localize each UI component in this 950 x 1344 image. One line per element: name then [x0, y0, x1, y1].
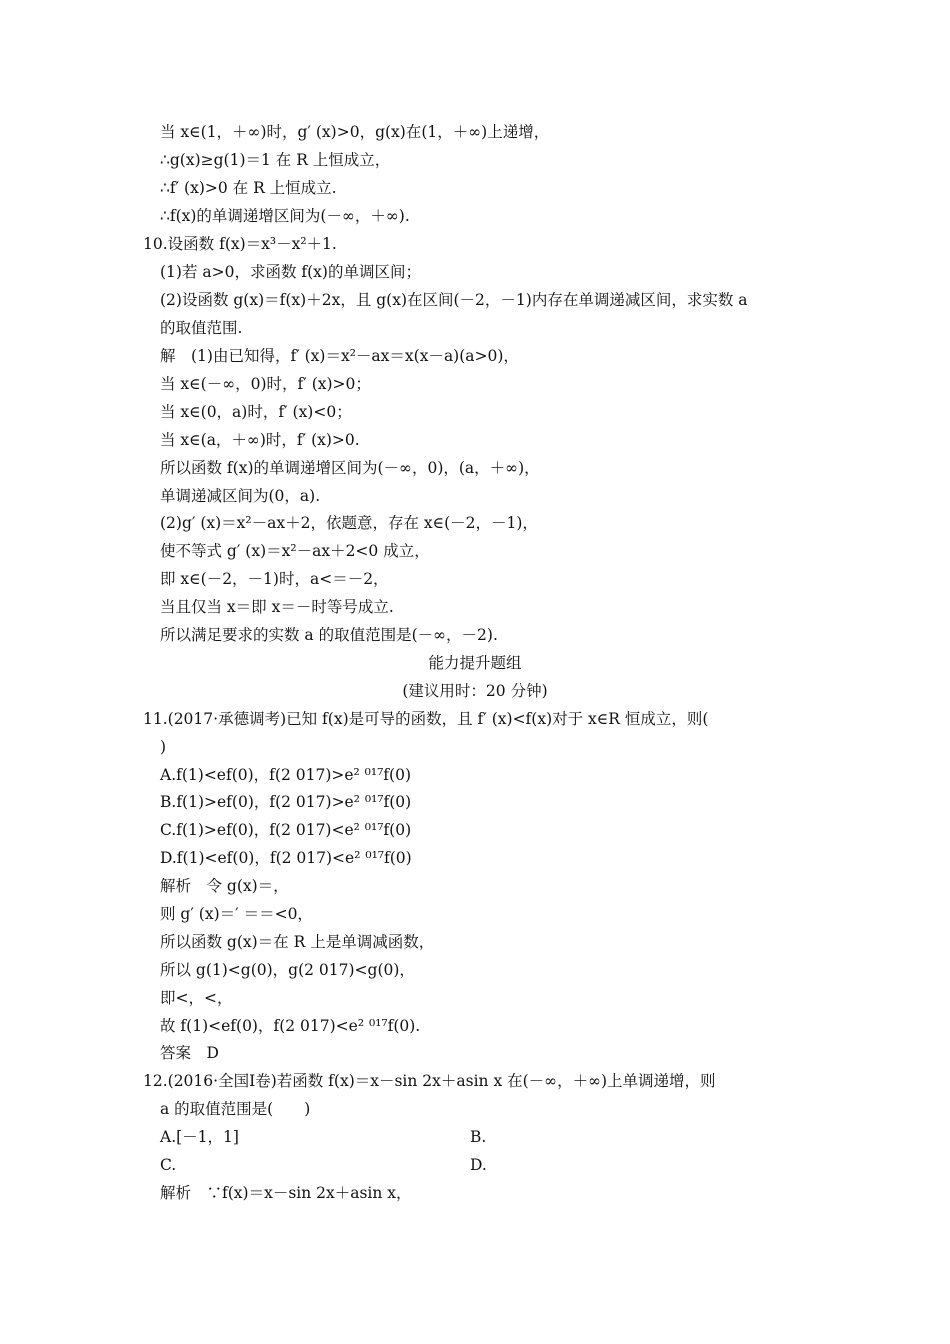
solution-line: 当 x∈(－∞，0)时，f′ (x)>0；	[160, 375, 371, 393]
question-12-stem-cont: a 的取值范围是( )	[160, 1100, 311, 1118]
solution-line: 单调递减区间为(0，a).	[160, 487, 321, 505]
analysis-line: 解析 令 g(x)＝，	[160, 877, 289, 895]
section-subtitle: (建议用时：20 分钟)	[402, 682, 548, 700]
answer-line: 答案 D	[160, 1044, 219, 1062]
analysis-line: 解析 ∵f(x)＝x－sin 2x＋asin x，	[160, 1184, 412, 1202]
option-c: C.f(1)>ef(0)，f(2 017)<e² ⁰¹⁷f(0)	[160, 821, 412, 839]
question-11-stem: 11.(2017·承德调考)已知 f(x)是可导的函数，且 f′ (x)<f(x)对于 x∈R 恒成立，则(	[143, 710, 709, 728]
analysis-line: 故 f(1)<ef(0)，f(2 017)<e² ⁰¹⁷f(0).	[160, 1017, 421, 1035]
option-b: B.	[470, 1128, 487, 1146]
solution-line: 当且仅当 x＝即 x＝－时等号成立.	[160, 598, 394, 616]
question-12-stem: 12.(2016·全国Ⅰ卷)若函数 f(x)＝x－sin 2x＋asin x 在(－∞，＋∞)上单调递增，则	[143, 1072, 716, 1090]
analysis-line: 则 g′ (x)＝′ ＝＝<0，	[160, 905, 313, 923]
option-b: B.f(1)>ef(0)，f(2 017)>e² ⁰¹⁷f(0)	[160, 793, 412, 811]
question-10-part2: (2)设函数 g(x)＝f(x)＋2x，且 g(x)在区间(－2，－1)内存在单调递减区间，求实数 a	[160, 291, 748, 309]
solution-line: 当 x∈(0，a)时，f′ (x)<0；	[160, 403, 352, 421]
text-line: ∴f′ (x)>0 在 R 上恒成立.	[160, 179, 337, 197]
analysis-line: 即<，<，	[160, 989, 233, 1007]
solution-line: 所以函数 f(x)的单调递增区间为(－∞，0)，(a，＋∞)，	[160, 459, 540, 477]
text-line: ∴g(x)≥g(1)＝1 在 R 上恒成立，	[160, 151, 391, 169]
analysis-line: 所以函数 g(x)＝在 R 上是单调减函数，	[160, 933, 435, 951]
option-a: A.[－1，1]	[160, 1128, 239, 1146]
solution-line: 解 (1)由已知得，f′ (x)＝x²－ax＝x(x－a)(a>0)，	[160, 347, 519, 365]
option-c: C.	[160, 1156, 177, 1174]
text-line: 当 x∈(1，＋∞)时，g′ (x)>0，g(x)在(1，＋∞)上递增，	[160, 123, 550, 141]
section-title: 能力提升题组	[428, 654, 522, 672]
text-line: ∴f(x)的单调递增区间为(－∞，＋∞).	[160, 207, 410, 225]
option-a: A.f(1)<ef(0)，f(2 017)>e² ⁰¹⁷f(0)	[160, 766, 412, 784]
solution-line: 即 x∈(－2，－1)时，a<＝－2，	[160, 570, 389, 588]
solution-line: 使不等式 g′ (x)＝x²－ax＋2<0 成立，	[160, 542, 430, 560]
option-d: D.f(1)<ef(0)，f(2 017)<e² ⁰¹⁷f(0)	[160, 849, 412, 867]
question-10-part1: (1)若 a>0，求函数 f(x)的单调区间；	[160, 263, 421, 281]
solution-line: 所以满足要求的实数 a 的取值范围是(－∞，－2).	[160, 626, 498, 644]
solution-line: (2)g′ (x)＝x²－ax＋2，依题意，存在 x∈(－2，－1)，	[160, 514, 538, 532]
option-d: D.	[470, 1156, 487, 1174]
question-10-stem: 10.设函数 f(x)＝x³－x²＋1.	[143, 235, 337, 253]
question-11-stem-cont: )	[160, 738, 167, 756]
question-10-part2-cont: 的取值范围.	[160, 319, 243, 337]
solution-line: 当 x∈(a，＋∞)时，f′ (x)>0.	[160, 431, 360, 449]
analysis-line: 所以 g(1)<g(0)，g(2 017)<g(0)，	[160, 961, 415, 979]
